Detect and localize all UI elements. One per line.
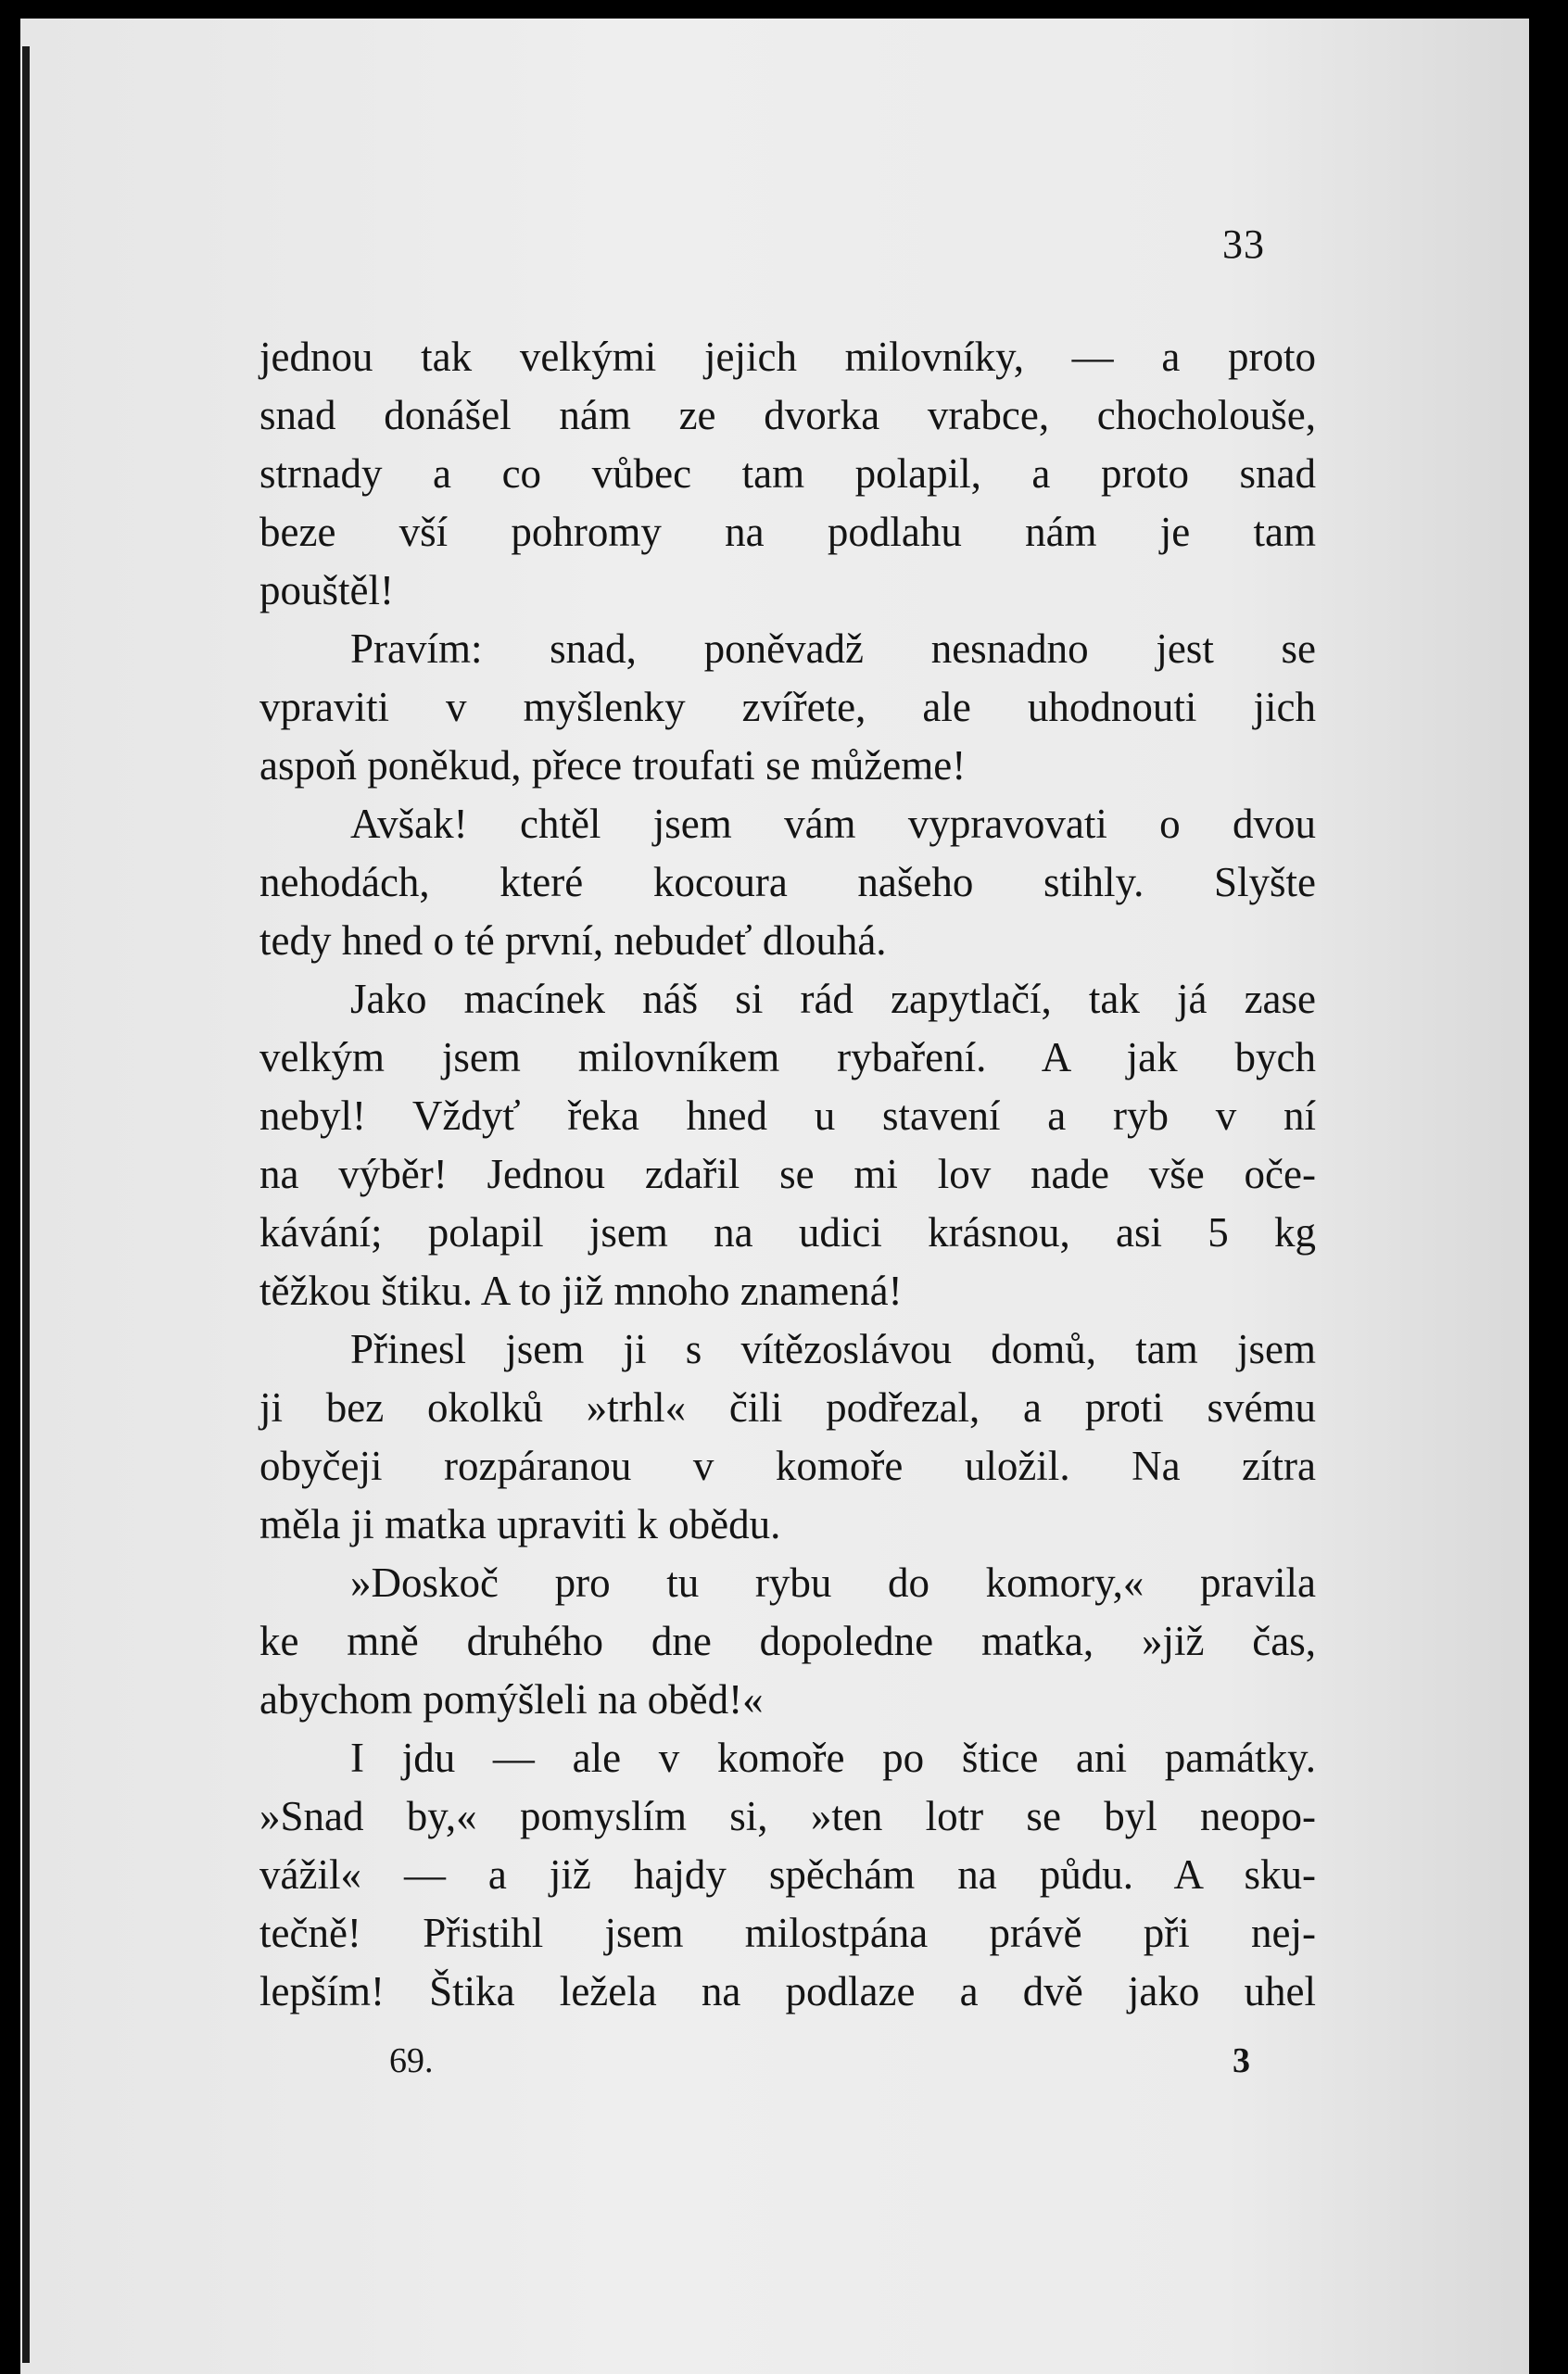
text-line: na výběr! Jednou zdařil se mi lov nade vše oče- — [259, 1151, 1316, 1197]
text-line: Jako macínek náš si rád zapytlačí, tak já zase — [350, 976, 1316, 1022]
text-line: Avšak! chtěl jsem vám vypravovati o dvou — [350, 801, 1316, 847]
page-number: 33 — [1222, 221, 1265, 267]
text-line: aspoň poněkud, přece troufati se můžeme! — [259, 742, 967, 789]
text-line: Pravím: snad, poněvadž nesnadno jest se — [350, 625, 1316, 672]
text-line: Přinesl jsem ji s vítězoslávou domů, tam jsem — [350, 1326, 1316, 1372]
text-line: abychom pomýšleli na oběd!« — [259, 1676, 764, 1723]
text-line: tečně! Přistihl jsem milostpána právě při nej- — [259, 1910, 1316, 1956]
text-line: beze vší pohromy na podlahu nám je tam — [259, 509, 1316, 555]
text-line: velkým jsem milovníkem rybaření. A jak bych — [259, 1034, 1316, 1080]
text-line: obyčeji rozpáranou v komoře uložil. Na zítra — [259, 1443, 1316, 1489]
printer-signature: 69. — [389, 2041, 434, 2080]
text-line: strnady a co vůbec tam polapil, a proto snad — [259, 450, 1316, 497]
text-line: snad donášel nám ze dvorka vrabce, chocholouše, — [259, 392, 1316, 438]
text-line: měla ji matka upraviti k obědu. — [259, 1501, 781, 1547]
text-line: tedy hned o té první, nebudeť dlouhá. — [259, 917, 887, 964]
text-line: vpraviti v myšlenky zvířete, ale uhodnouti jich — [259, 684, 1316, 730]
text-line: »Snad by,« pomyslím si, »ten lotr se byl neopo- — [259, 1793, 1316, 1839]
sheet-number: 3 — [1233, 2041, 1250, 2080]
text-line: nebyl! Vždyť řeka hned u stavení a ryb v ní — [259, 1092, 1316, 1139]
text-line: pouštěl! — [259, 567, 394, 613]
book-page — [20, 19, 1529, 2374]
text-line: lepším! Štika ležela na podlaze a dvě jako uhel — [259, 1968, 1316, 2014]
text-line: I jdu — ale v komoře po štice ani památky. — [350, 1735, 1316, 1781]
text-line: jednou tak velkými jejich milovníky, — a proto — [259, 334, 1316, 380]
body-text — [259, 328, 1316, 2021]
text-line: kávání; polapil jsem na udici krásnou, asi 5 kg — [259, 1209, 1316, 1256]
text-line: ke mně druhého dne dopoledne matka, »již čas, — [259, 1618, 1316, 1664]
text-line: »Doskoč pro tu rybu do komory,« pravila — [350, 1560, 1316, 1606]
text-line: nehodách, které kocoura našeho stihly. Slyšte — [259, 859, 1316, 905]
text-line: těžkou štiku. A to již mnoho znamená! — [259, 1268, 903, 1314]
text-line: ji bez okolků »trhl« čili podřezal, a proti svému — [259, 1384, 1316, 1431]
page-edge-shadow — [22, 46, 30, 2363]
text-line: vážil« — a již hajdy spěchám na půdu. A sku- — [259, 1851, 1316, 1898]
